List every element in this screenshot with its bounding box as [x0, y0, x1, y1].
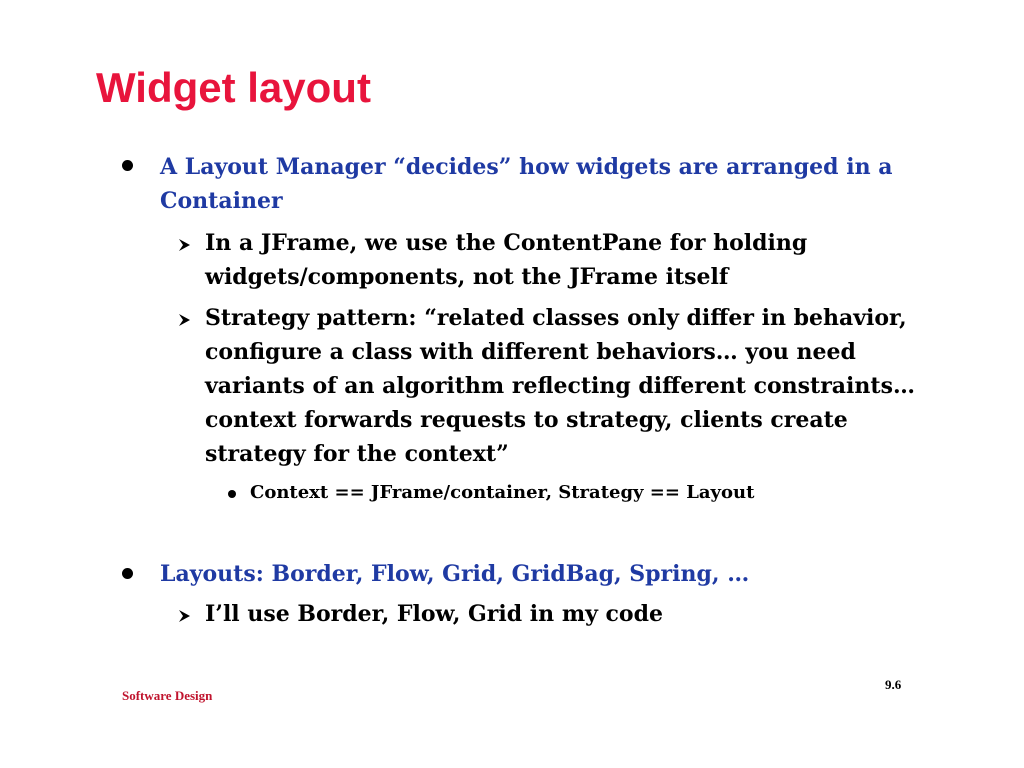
subsubpoint-context-strategy: Context == JFrame/container, Strategy == Layout: [250, 482, 755, 503]
footer-course-name: Software Design: [122, 688, 213, 703]
bullet-layouts-list: Layouts: Border, Flow, Grid, GridBag, Spring, …: [160, 561, 750, 587]
arrowhead-bullet-icon: [176, 236, 194, 254]
subpoint-strategy-pattern: Strategy pattern: “related classes only differ in behavior, configure a class with different behaviors… you need variants of an algorithm reflecting different constraints…context forwards requests to strategy, clients create strategy for the context”: [205, 305, 915, 467]
arrowhead-bullet-icon: [176, 311, 194, 329]
subpoint-my-code-layouts: I’ll use Border, Flow, Grid in my code: [205, 601, 663, 627]
footer-slide-number: 9.6: [885, 677, 902, 692]
subpoint-jframe-contentpane: In a JFrame, we use the ContentPane for holding widgets/components, not the JFrame itself: [205, 230, 808, 290]
bullet-layout-manager: A Layout Manager “decides” how widgets are arranged in a Container: [160, 154, 893, 214]
small-dot-bullet-icon: [228, 490, 236, 498]
slide-title: Widget layout: [96, 64, 371, 111]
arrowhead-bullet-icon: [176, 607, 194, 625]
filled-circle-bullet-icon: [122, 160, 136, 174]
filled-circle-bullet-icon: [122, 568, 136, 582]
